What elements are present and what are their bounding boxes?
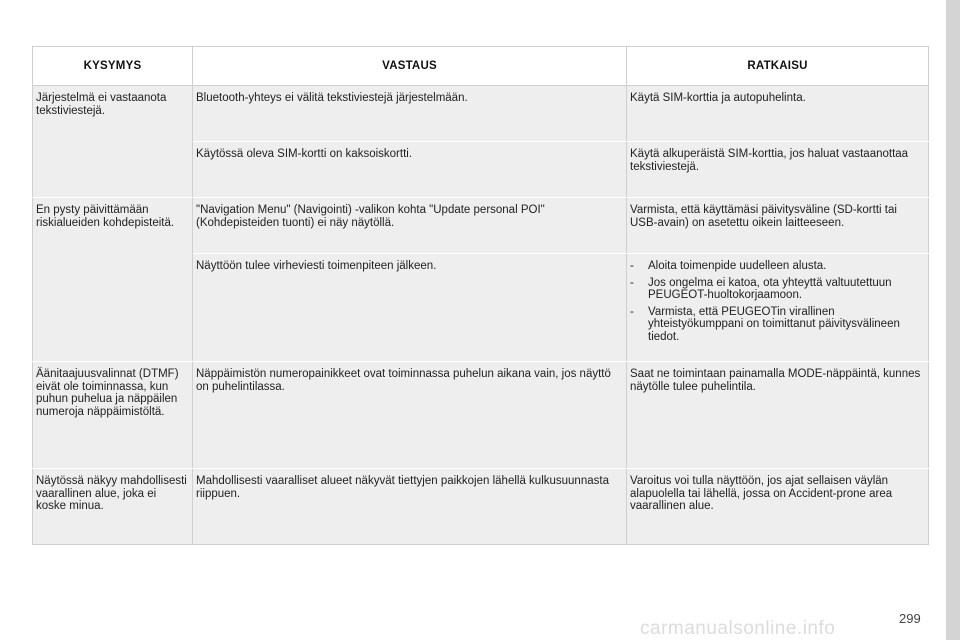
list-item: - Varmista, että PEUGEOTin virallinen yhteistyökumppani on toimittanut päivitysvälineen tiedot. xyxy=(630,306,924,344)
question-cell: En pysty päivittämään riskialueiden kohdepisteitä. xyxy=(33,198,193,362)
header-answer: VASTAUS xyxy=(193,47,627,86)
table-header-row xyxy=(33,47,929,86)
answer-cell: Näppäimistön numeropainikkeet ovat toiminnassa puhelun aikana vain, jos näyttö on puhelintilassa. xyxy=(193,362,627,469)
solution-cell: Varmista, että käyttämäsi päivitysväline (SD-kortti tai USB-avain) on asetettu oikein laitteeseen. xyxy=(627,198,929,254)
solution-cell: Käytä SIM-korttia ja autopuhelinta. xyxy=(627,86,929,142)
solution-cell: Saat ne toimintaan painamalla MODE-näppäintä, kunnes näytölle tulee puhelintila. xyxy=(627,362,929,469)
list-item: - Jos ongelma ei katoa, ota yhteyttä valtuutettuun PEUGEOT-huoltokorjaamoon. xyxy=(630,277,924,302)
answer-cell: "Navigation Menu" (Navigointi) -valikon kohta "Update personal POI" (Kohdepisteiden tuonti) ei näy näytöllä. xyxy=(193,198,627,254)
question-cell: Näytössä näkyy mahdollisesti vaarallinen alue, joka ei koske minua. xyxy=(33,469,193,545)
solution-cell: Käytä alkuperäistä SIM-korttia, jos haluat vastaanottaa tekstiviestejä. xyxy=(627,142,929,198)
table-row xyxy=(33,362,929,469)
page-number: 299 xyxy=(899,611,921,626)
solution-cell xyxy=(627,254,929,362)
list-item: - Aloita toimenpide uudelleen alusta. xyxy=(630,260,924,273)
answer-cell: Mahdollisesti vaaralliset alueet näkyvät tiettyjen paikkojen lähellä kulkusuunnasta riippuen. xyxy=(193,469,627,545)
answer-cell: Bluetooth-yhteys ei välitä tekstiviestejä järjestelmään. xyxy=(193,86,627,142)
table-row xyxy=(33,469,929,545)
table-row xyxy=(33,198,929,254)
page-edge-bar xyxy=(946,0,960,640)
troubleshooting-table xyxy=(32,46,929,545)
answer-cell: Näyttöön tulee virheviesti toimenpiteen jälkeen. xyxy=(193,254,627,362)
question-cell: Järjestelmä ei vastaanota tekstiviestejä. xyxy=(33,86,193,198)
solution-list xyxy=(630,260,924,343)
question-cell: Äänitaajuusvalinnat (DTMF) eivät ole toiminnassa, kun puhun puhelua ja näppäilen numeroja näppäimistöltä. xyxy=(33,362,193,469)
answer-cell: Käytössä oleva SIM-kortti on kaksoiskortti. xyxy=(193,142,627,198)
solution-cell: Varoitus voi tulla näyttöön, jos ajat sellaisen väylän alapuolella tai lähellä, jossa on Accident-prone area vaarallinen alue. xyxy=(627,469,929,545)
watermark: carmanualsonline.info xyxy=(640,618,836,639)
header-solution: RATKAISU xyxy=(627,47,929,86)
table-row xyxy=(33,86,929,142)
header-question: KYSYMYS xyxy=(33,47,193,86)
